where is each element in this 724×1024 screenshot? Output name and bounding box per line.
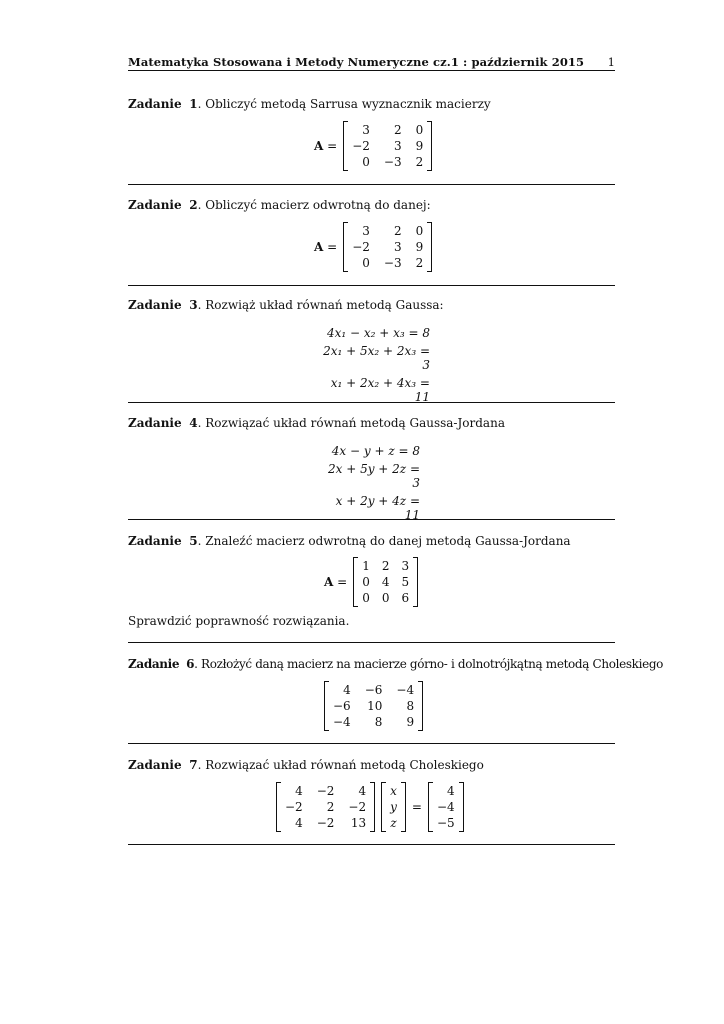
task-text: . Rozwiąż układ równań metodą Gaussa: — [197, 298, 444, 312]
matrix-cell: −4 — [396, 683, 415, 697]
task-4-heading — [128, 416, 615, 430]
task-label: Zadanie — [128, 657, 180, 671]
task-5-note: Sprawdzić poprawność rozwiązania. — [128, 614, 350, 628]
matrix-cell: −6 — [364, 683, 383, 697]
matrix-cell: 8 — [406, 699, 415, 713]
task-label: Zadanie — [128, 298, 182, 312]
section-divider — [128, 402, 615, 403]
matrix-cell: −3 — [383, 256, 402, 270]
section-divider — [128, 184, 615, 185]
matrix-cell: 3 — [393, 240, 402, 254]
equation: 2x₁ + 5x₂ + 2x₃ = 3 — [323, 344, 430, 372]
matrix-symbol: A = — [324, 575, 348, 589]
task-1-heading — [128, 97, 615, 111]
vector-cell: y — [390, 800, 397, 814]
matrix-symbol: A = — [314, 139, 338, 153]
vector-cell: −4 — [436, 800, 455, 814]
matrix-cell: 0 — [362, 575, 370, 589]
page-number: 1 — [607, 55, 615, 69]
equation: 2x + 5y + 2z = 3 — [327, 462, 420, 490]
matrix-cell: 0 — [415, 224, 424, 238]
matrix-cell: 13 — [350, 816, 367, 830]
task-7-matrix-equation — [276, 782, 464, 832]
task-4-equation-system — [322, 444, 420, 522]
matrix-cell: 9 — [415, 240, 424, 254]
task-1-matrix-equation — [314, 121, 432, 171]
equation: x₁ + 2x₂ + 4x₃ = 11 — [330, 376, 430, 404]
matrix-cell: −2 — [316, 816, 335, 830]
section-divider — [128, 844, 615, 845]
page-header — [128, 55, 615, 69]
task-7-unknowns-vector — [381, 782, 406, 832]
task-label: Zadanie — [128, 758, 182, 772]
matrix-cell: 4 — [358, 784, 367, 798]
matrix-cell: −4 — [333, 715, 351, 729]
matrix-cell: 4 — [295, 816, 303, 830]
matrix-cell: 3 — [362, 224, 370, 238]
task-text: . Rozwiązać układ równań metodą Choleskiego — [197, 758, 484, 772]
matrix-cell: 3 — [362, 123, 370, 137]
task-5-matrix-equation — [324, 557, 418, 607]
matrix-cell: 9 — [406, 715, 415, 729]
task-5-matrix — [353, 557, 418, 607]
matrix-symbol: A = — [314, 240, 338, 254]
section-divider — [128, 285, 615, 286]
matrix-cell: 4 — [381, 575, 390, 589]
task-text: . Znaleźć macierz odwrotną do danej metodą Gaussa-Jordana — [197, 534, 571, 548]
matrix-cell: 6 — [401, 591, 410, 605]
matrix-cell: 2 — [393, 224, 402, 238]
matrix-cell: 9 — [415, 139, 424, 153]
matrix-cell: 4 — [295, 784, 303, 798]
section-divider — [128, 743, 615, 744]
equals-sign: = — [411, 800, 422, 814]
task-6-matrix-equation — [324, 681, 423, 731]
matrix-cell: −2 — [352, 240, 370, 254]
task-number: 6 — [186, 657, 195, 671]
matrix-cell: 2 — [326, 800, 335, 814]
vector-cell: −5 — [436, 816, 455, 830]
matrix-cell: 3 — [393, 139, 402, 153]
header-divider — [128, 70, 615, 71]
task-label: Zadanie — [128, 416, 182, 430]
task-label: Zadanie — [128, 198, 182, 212]
matrix-cell: 1 — [362, 559, 370, 573]
task-number: 3 — [189, 298, 198, 312]
task-2-matrix-equation — [314, 222, 432, 272]
task-label: Zadanie — [128, 534, 182, 548]
task-number: 7 — [189, 758, 198, 772]
matrix-cell: 3 — [401, 559, 410, 573]
matrix-cell: 10 — [367, 699, 383, 713]
task-number: 4 — [189, 416, 198, 430]
task-2-matrix — [343, 222, 432, 272]
task-7-coefficient-matrix — [276, 782, 375, 832]
matrix-cell: −2 — [316, 784, 335, 798]
vector-cell: z — [390, 816, 397, 830]
matrix-cell: 4 — [343, 683, 351, 697]
vector-cell: x — [390, 784, 397, 798]
matrix-cell: 0 — [381, 591, 390, 605]
task-text: . Obliczyć metodą Sarrusa wyznacznik macierzy — [197, 97, 491, 111]
task-number: 2 — [189, 198, 198, 212]
task-7-rhs-vector — [428, 782, 464, 832]
section-divider — [128, 519, 615, 520]
task-label: Zadanie — [128, 97, 182, 111]
equation: 4x₁ − x₂ + x₃ = 8 — [326, 326, 430, 340]
matrix-cell: −3 — [383, 155, 402, 169]
matrix-cell: 2 — [381, 559, 390, 573]
task-3-equation-system — [314, 326, 430, 404]
task-6-matrix — [324, 681, 423, 731]
task-text: . Rozwiązać układ równań metodą Gaussa-Jordana — [197, 416, 505, 430]
section-divider — [128, 642, 615, 643]
matrix-cell: 0 — [415, 123, 424, 137]
task-7-heading — [128, 758, 615, 772]
task-2-heading — [128, 198, 615, 212]
header-title: Matematyka Stosowana i Metody Numeryczne cz.1 : październik 2015 — [128, 55, 585, 69]
matrix-cell: 2 — [415, 155, 424, 169]
equation: 4x − y + z = 8 — [331, 444, 420, 458]
matrix-cell: −2 — [348, 800, 367, 814]
matrix-cell: −2 — [352, 139, 370, 153]
task-number: 1 — [189, 97, 198, 111]
task-5-heading — [128, 534, 615, 548]
task-6-heading — [128, 657, 664, 671]
task-number: 5 — [189, 534, 198, 548]
matrix-cell: 5 — [401, 575, 410, 589]
matrix-cell: 0 — [362, 155, 370, 169]
matrix-cell: 2 — [393, 123, 402, 137]
vector-cell: 4 — [447, 784, 455, 798]
task-text: . Obliczyć macierz odwrotną do danej: — [197, 198, 431, 212]
task-text: . Rozłożyć daną macierz na macierze górno- i dolnotrójkątną metodą Choleskiego — [194, 657, 664, 671]
matrix-cell: −6 — [333, 699, 351, 713]
matrix-cell: 0 — [362, 591, 370, 605]
matrix-cell: −2 — [285, 800, 303, 814]
equation: x + 2y + 4z = 11 — [335, 494, 420, 522]
matrix-cell: 2 — [415, 256, 424, 270]
task-3-heading — [128, 298, 615, 312]
matrix-cell: 8 — [374, 715, 383, 729]
matrix-cell: 0 — [362, 256, 370, 270]
task-1-matrix — [343, 121, 432, 171]
